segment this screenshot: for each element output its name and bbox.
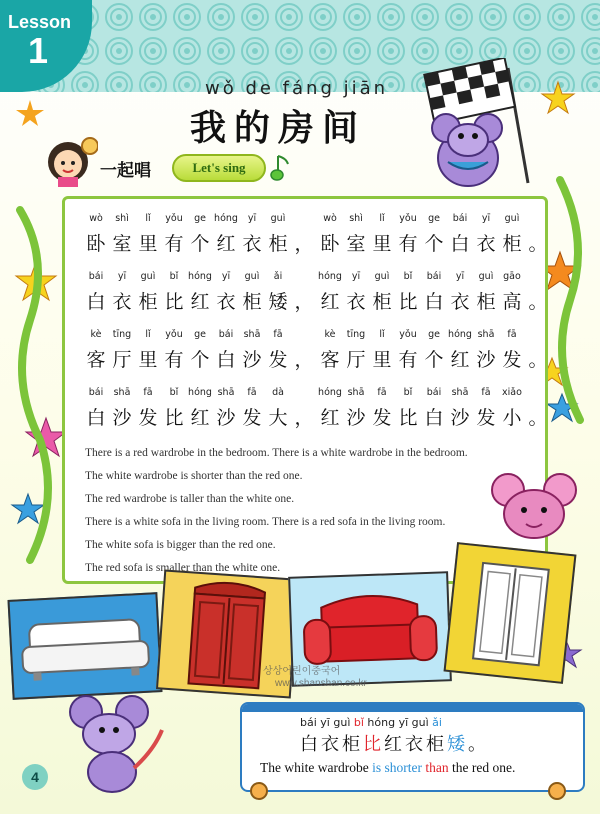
chinese-char: 高 [502, 291, 522, 313]
pinyin-syllable: shā [451, 387, 469, 398]
chinese-char: 红 [450, 349, 470, 371]
chinese-char: 白 [424, 291, 444, 313]
lyric-chinese-row [81, 287, 551, 315]
pinyin-syllable: yǒu [399, 213, 417, 224]
mouse-illustration-bottom [62, 690, 182, 800]
card-pinyin [300, 716, 442, 729]
lesson-label: Lesson [8, 12, 72, 32]
chinese-char: 衣 [216, 291, 236, 313]
chinese-char: ， [294, 349, 314, 371]
chinese-char: 白 [216, 349, 236, 371]
card-pinyin-syllable: yī [398, 716, 409, 729]
chinese-char: 发 [502, 349, 522, 371]
pinyin-syllable: lǐ [145, 213, 151, 224]
chinese-char: 红 [190, 291, 210, 313]
pinyin-syllable: shì [115, 213, 129, 224]
pinyin-syllable: bǐ [403, 387, 413, 398]
pinyin-syllable: shì [349, 213, 363, 224]
lyric-pinyin-row [81, 271, 551, 287]
pinyin-syllable: guì [270, 213, 286, 224]
pinyin-syllable: dà [272, 387, 284, 398]
card-pinyin-syllable: bǐ [353, 716, 364, 729]
chinese-char: 发 [372, 407, 392, 429]
chinese-char: 小 [502, 407, 522, 429]
chinese-char: 衣 [112, 291, 132, 313]
lyric-pinyin-row [81, 329, 551, 345]
chinese-char: 发 [138, 407, 158, 429]
chinese-char: 比 [164, 407, 184, 429]
sing-title-english: Let's sing [172, 154, 266, 182]
chinese-char: 有 [164, 349, 184, 371]
pinyin-syllable: yī [351, 271, 361, 282]
chinese-char: 沙 [242, 349, 262, 371]
pinyin-syllable: yǒu [165, 213, 183, 224]
chinese-char: 衣 [346, 291, 366, 313]
chinese-char: 里 [372, 233, 392, 255]
chinese-char: 里 [138, 349, 158, 371]
chinese-char: 卧 [86, 233, 106, 255]
chinese-char: 沙 [216, 407, 236, 429]
chinese-char: 发 [268, 349, 288, 371]
chinese-char: 矮 [268, 291, 288, 313]
pinyin-syllable: fā [377, 387, 387, 398]
sing-title-chinese: 一起唱 [100, 161, 151, 181]
chinese-char: 柜 [502, 233, 522, 255]
card-pinyin-syllable: guì [333, 716, 351, 729]
lyrics-board [62, 196, 548, 584]
chinese-char: 厅 [346, 349, 366, 371]
page-number: 4 [22, 764, 48, 790]
chinese-char: 个 [190, 349, 210, 371]
lyric-line-1 [81, 213, 551, 257]
chinese-char: 。 [528, 291, 548, 313]
pinyin-syllable: yī [455, 271, 465, 282]
watermark-url: www.shanshan.co.kr [275, 678, 367, 689]
chinese-char: 厅 [112, 349, 132, 371]
pinyin-syllable: hóng [448, 329, 472, 340]
pinyin-syllable: fā [247, 387, 257, 398]
pinyin-syllable: ǎi [273, 271, 283, 282]
pinyin-syllable: bǐ [169, 387, 179, 398]
pinyin-syllable: yī [481, 213, 491, 224]
white-sofa-icon [10, 594, 161, 698]
chinese-char: 。 [528, 407, 548, 429]
pinyin-syllable: ge [194, 213, 206, 224]
pinyin-syllable: yī [247, 213, 257, 224]
card-english-part: the red one. [448, 760, 516, 775]
lyric-chinese-row [81, 229, 551, 257]
translation-line: There is a red wardrobe in the bedroom. There is a white wardrobe in the bedroom. [85, 447, 468, 459]
pinyin-syllable: yǒu [165, 329, 183, 340]
chinese-char: 衣 [476, 233, 496, 255]
chinese-char: 沙 [112, 407, 132, 429]
card-english-part: The white wardrobe [260, 760, 373, 775]
key-sentence-card [240, 702, 585, 792]
card-pinyin-syllable: ǎi [432, 716, 442, 729]
pinyin-syllable: shā [217, 387, 235, 398]
pinyin-syllable: hóng [188, 387, 212, 398]
chinese-char: 个 [190, 233, 210, 255]
lyric-pinyin-row [81, 387, 551, 403]
chinese-char: 白 [86, 291, 106, 313]
chinese-char: 衣 [242, 233, 262, 255]
pinyin-syllable: guì [374, 271, 390, 282]
chinese-char: ， [294, 291, 314, 313]
pinyin-syllable: hóng [214, 213, 238, 224]
pinyin-syllable: shā [477, 329, 495, 340]
pinyin-syllable: lǐ [145, 329, 151, 340]
pinyin-syllable: bǐ [403, 271, 413, 282]
chinese-char: 沙 [346, 407, 366, 429]
chinese-char: 红 [216, 233, 236, 255]
lyric-chinese-row [81, 345, 551, 373]
lesson-number: 1 [28, 30, 49, 71]
chinese-char: 个 [424, 349, 444, 371]
lyric-line-2 [81, 271, 551, 315]
pinyin-syllable: guì [478, 271, 494, 282]
chinese-char: 柜 [242, 291, 262, 313]
pinyin-syllable: bǐ [169, 271, 179, 282]
card-chinese-part: 比 [363, 734, 384, 755]
pinyin-syllable: tīng [346, 329, 366, 340]
chinese-char: 。 [528, 349, 548, 371]
pinyin-syllable: yǒu [399, 329, 417, 340]
pinyin-syllable: lǐ [379, 329, 385, 340]
pinyin-syllable: kè [90, 329, 102, 340]
chinese-char: 白 [424, 407, 444, 429]
page-title: 我的房间 [190, 108, 367, 149]
chinese-char: 里 [372, 349, 392, 371]
lyric-line-3 [81, 329, 551, 373]
chinese-char: 衣 [450, 291, 470, 313]
chinese-char: 有 [398, 349, 418, 371]
chinese-char: ， [294, 407, 314, 429]
pinyin-syllable: hóng [188, 271, 212, 282]
pinyin-syllable: wò [323, 213, 337, 224]
chinese-char: 红 [320, 291, 340, 313]
translation-line: The white wardrobe is shorter than the red one. [85, 470, 303, 482]
pinyin-syllable: guì [140, 271, 156, 282]
chinese-char: 客 [320, 349, 340, 371]
chinese-char: 大 [268, 407, 288, 429]
wheel-left [250, 782, 268, 800]
lyric-line-4 [81, 387, 551, 431]
wheel-right [548, 782, 566, 800]
pinyin-syllable: bái [88, 387, 104, 398]
white-wardrobe-icon [446, 544, 575, 681]
card-chinese-part: 红衣柜 [384, 734, 447, 755]
white-wardrobe-picture [444, 542, 577, 684]
title-pinyin: wǒ de fáng jiān [205, 78, 389, 99]
chinese-char: 比 [164, 291, 184, 313]
card-english [260, 760, 515, 776]
chinese-char: 有 [164, 233, 184, 255]
pinyin-syllable: fā [481, 387, 491, 398]
pinyin-syllable: lǐ [379, 213, 385, 224]
lyric-chinese-row [81, 403, 551, 431]
card-pinyin-syllable: guì [411, 716, 429, 729]
pinyin-syllable: guì [244, 271, 260, 282]
chinese-char: 室 [346, 233, 366, 255]
chinese-char: 柜 [138, 291, 158, 313]
card-pinyin-syllable: hóng [367, 716, 396, 729]
watermark-text: 상상어린이중국어 [263, 666, 341, 677]
chinese-char: 柜 [372, 291, 392, 313]
card-chinese-part: 。 [468, 734, 489, 755]
pinyin-syllable: ge [428, 213, 440, 224]
card-top-bar [242, 704, 583, 712]
pinyin-syllable: bái [218, 329, 234, 340]
pinyin-syllable: bái [88, 271, 104, 282]
chinese-char: 红 [320, 407, 340, 429]
pinyin-syllable: shā [113, 387, 131, 398]
chinese-char: 白 [450, 233, 470, 255]
pinyin-syllable: bái [426, 387, 442, 398]
chinese-char: 里 [138, 233, 158, 255]
card-chinese-part: 白衣柜 [300, 734, 363, 755]
chinese-char: 发 [242, 407, 262, 429]
pinyin-syllable: shā [347, 387, 365, 398]
chinese-char: 柜 [268, 233, 288, 255]
card-chinese [300, 730, 489, 756]
chinese-char: 比 [398, 407, 418, 429]
lyric-pinyin-row [81, 213, 551, 229]
chinese-char: 室 [112, 233, 132, 255]
pinyin-syllable: wò [89, 213, 103, 224]
translation-line: The red wardrobe is taller than the white one. [85, 493, 295, 505]
card-english-part: is [372, 760, 382, 775]
pinyin-syllable: kè [324, 329, 336, 340]
pinyin-syllable: guì [504, 213, 520, 224]
pinyin-syllable: bái [426, 271, 442, 282]
translation-line: There is a white sofa in the living room. There is a red sofa in the living room. [85, 516, 446, 528]
chinese-char: 柜 [476, 291, 496, 313]
pinyin-syllable: gāo [503, 271, 521, 282]
card-pinyin-syllable: yī [320, 716, 330, 729]
pinyin-syllable: yī [117, 271, 127, 282]
chinese-char: 。 [528, 233, 548, 255]
pinyin-syllable: fā [507, 329, 517, 340]
chinese-char: 个 [424, 233, 444, 255]
pinyin-syllable: xiǎo [502, 387, 522, 398]
chinese-char: 比 [398, 291, 418, 313]
card-pinyin-syllable: bái [300, 716, 317, 729]
pinyin-syllable: hóng [318, 387, 342, 398]
chinese-char: 红 [190, 407, 210, 429]
pinyin-syllable: ge [194, 329, 206, 340]
chinese-char: 沙 [476, 349, 496, 371]
chinese-char: 有 [398, 233, 418, 255]
pinyin-syllable: ge [428, 329, 440, 340]
white-sofa-picture [7, 592, 162, 700]
chinese-char: 客 [86, 349, 106, 371]
pinyin-syllable: fā [273, 329, 283, 340]
pinyin-syllable: bái [452, 213, 468, 224]
chinese-char: ， [294, 233, 314, 255]
card-english-part: than [425, 760, 449, 775]
pinyin-syllable: fā [143, 387, 153, 398]
pinyin-syllable: shā [243, 329, 261, 340]
chinese-char: 卧 [320, 233, 340, 255]
translation-line: The red sofa is smaller than the white one. [85, 562, 281, 574]
chinese-char: 发 [476, 407, 496, 429]
translation-line: The white sofa is bigger than the red one. [85, 539, 276, 551]
card-chinese-part: 矮 [447, 734, 468, 755]
pinyin-syllable: tīng [112, 329, 132, 340]
pinyin-syllable: yī [221, 271, 231, 282]
chinese-char: 白 [86, 407, 106, 429]
card-english-part: shorter [384, 760, 422, 775]
chinese-char: 沙 [450, 407, 470, 429]
pinyin-syllable: hóng [318, 271, 342, 282]
